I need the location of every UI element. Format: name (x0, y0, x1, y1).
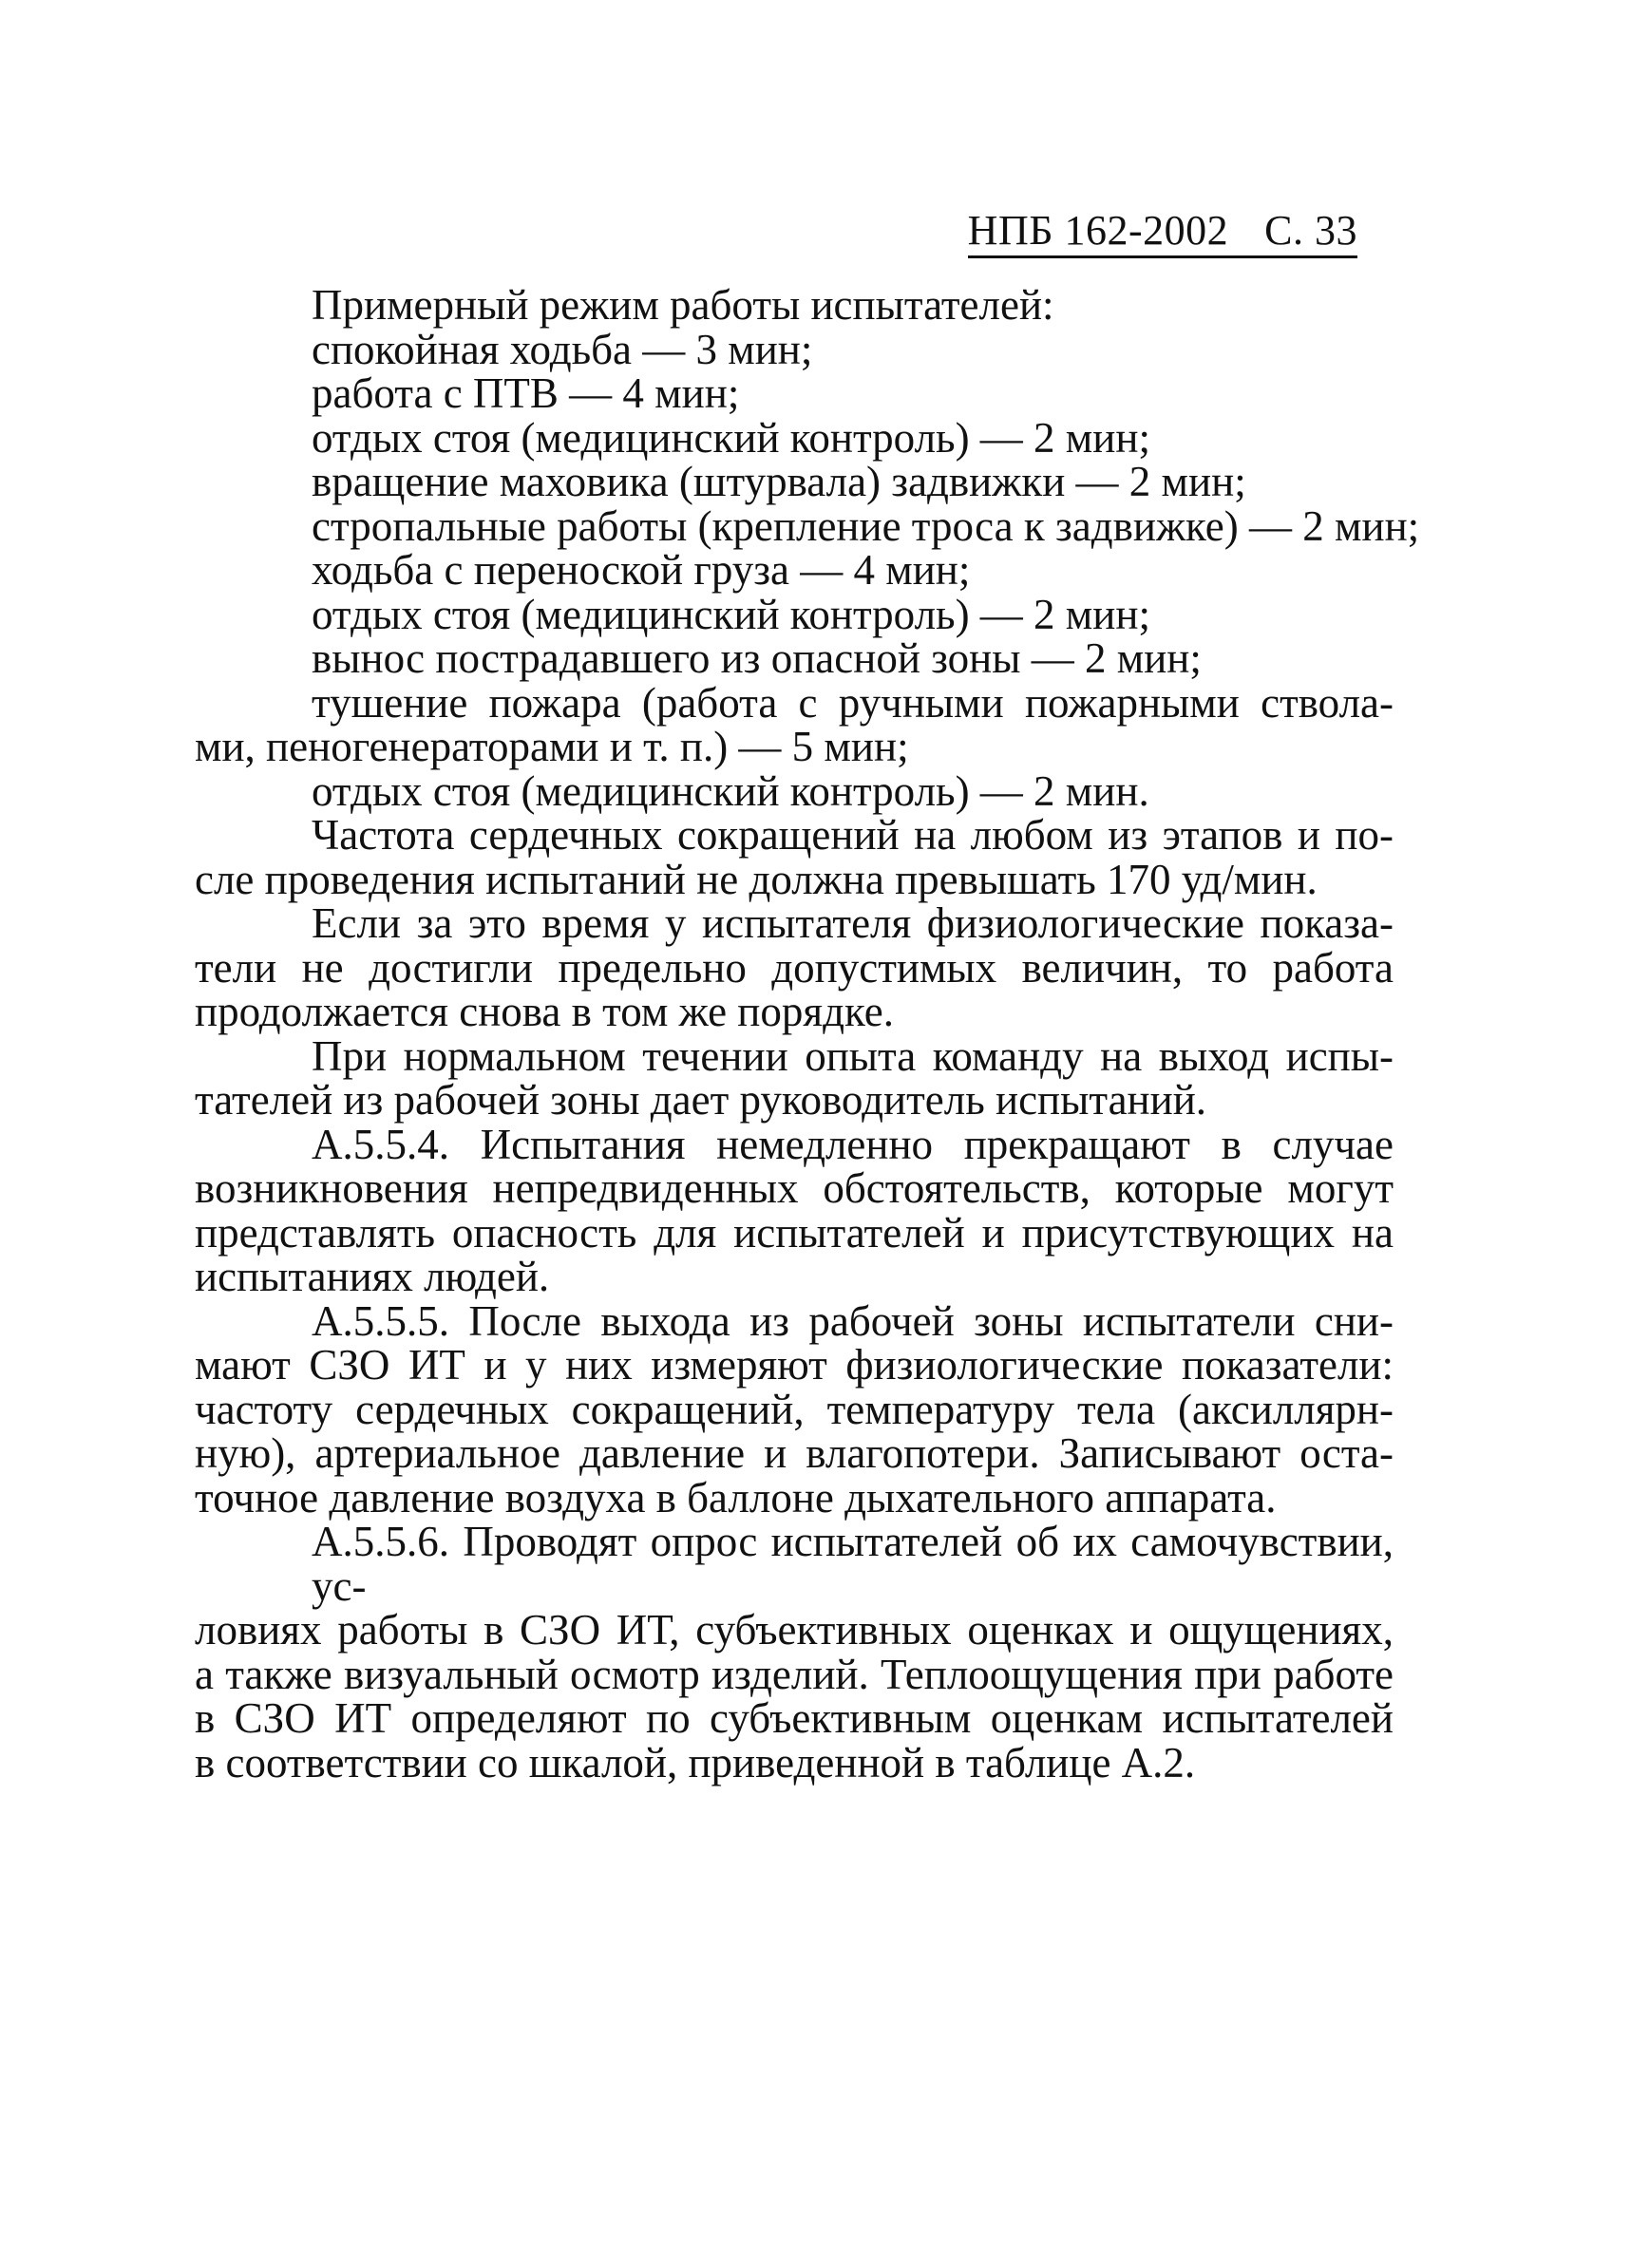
paragraph-line: Частота сердечных сокращений на любом из этапов и по- (312, 811, 1394, 859)
schedule-item: вращение маховика (штурвала) задвижки — 2 мин; (312, 458, 1246, 505)
paragraph-line: тели не достигли предельно допустимых величин, то работа (195, 943, 1394, 992)
paragraph-line: А.5.5.6. Проводят опрос испытателей об их самочувствии, ус- (312, 1518, 1394, 1610)
schedule-item: работа с ПТВ — 4 мин; (312, 369, 740, 417)
paragraph-line: Если за это время у испытателя физиологические показа- (312, 899, 1394, 947)
clause-a554 (195, 1120, 1394, 1300)
paragraph-line: А.5.5.4. Испытания немедленно прекращают в случае (312, 1120, 1394, 1168)
paragraph-line: А.5.5.5. После выхода из рабочей зоны испытатели сни- (312, 1296, 1394, 1345)
schedule-item: отдых стоя (медицинский контроль) — 2 мин; (312, 413, 1150, 462)
paragraph-line: тателей из рабочей зоны дает руководитель испытаний. (195, 1076, 1207, 1124)
schedule-item: вынос пострадавшего из опасной зоны — 2 мин; (312, 634, 1202, 682)
clause-a556 (195, 1520, 1394, 1785)
paragraph-line: частоту сердечных сокращений, температуру тела (аксиллярн- (195, 1385, 1394, 1433)
paragraph-line: в соответствии со шкалой, приведенной в таблице А.2. (195, 1738, 1196, 1786)
schedule-item: тушение пожара (работа с ручными пожарными ствола- (312, 678, 1394, 727)
paragraph-line: продолжается снова в том же порядке. (195, 988, 894, 1035)
page-number: С. 33 (1264, 207, 1357, 254)
paragraph-line: сле проведения испытаний не должна превышать 170 уд/мин. (195, 855, 1318, 903)
paragraph-line: в СЗО ИТ определяют по субъективным оценкам испытателей (195, 1694, 1394, 1742)
schedule-list (195, 325, 1420, 815)
schedule-item-continuation: ми, пеногенераторами и т. п.) — 5 мин; (195, 723, 909, 770)
schedule-item: ходьба с переноской груза — 4 мин; (312, 546, 971, 594)
paragraph-line: испытаниях людей. (195, 1253, 550, 1300)
paragraph-line: При нормальном течении опыта команду на выход испы- (312, 1031, 1394, 1080)
paragraph-line: представлять опасность для испытателей и присутствующих на (195, 1208, 1394, 1257)
document-body (195, 281, 1420, 1786)
paragraph-heart-rate (195, 813, 1394, 901)
page-header (968, 207, 1357, 258)
clause-a555 (195, 1296, 1394, 1521)
schedule-item: отдых стоя (медицинский контроль) — 2 мин. (312, 766, 1149, 815)
paragraph-line: ловиях работы в СЗО ИТ, субъективных оценках и ощущениях, (195, 1606, 1394, 1654)
paragraph-line: возникновения непредвиденных обстоятельств, которые могут (195, 1164, 1394, 1212)
schedule-intro: Примерный режим работы испытателей: (312, 281, 1054, 329)
paragraph-line: точное давление воздуха в баллоне дыхательного аппарата. (195, 1473, 1277, 1521)
paragraph-line: а также визуальный осмотр изделий. Теплоощущения при работе (195, 1650, 1394, 1698)
paragraph-line: ную), артериальное давление и влагопотери. Записывают оста- (195, 1429, 1394, 1477)
document-code: НПБ 162-2002 (967, 207, 1229, 254)
schedule-item: отдых стоя (медицинский контроль) — 2 мин; (312, 590, 1150, 638)
paragraph-repeat (195, 901, 1394, 1034)
paragraph-exit-command (195, 1031, 1394, 1124)
schedule-item: спокойная ходьба — 3 мин; (312, 325, 813, 373)
schedule-item: стропальные работы (крепление троса к задвижке) — 2 мин; (312, 501, 1420, 550)
paragraph-line: мают СЗО ИТ и у них измеряют физиологические показатели: (195, 1341, 1394, 1389)
